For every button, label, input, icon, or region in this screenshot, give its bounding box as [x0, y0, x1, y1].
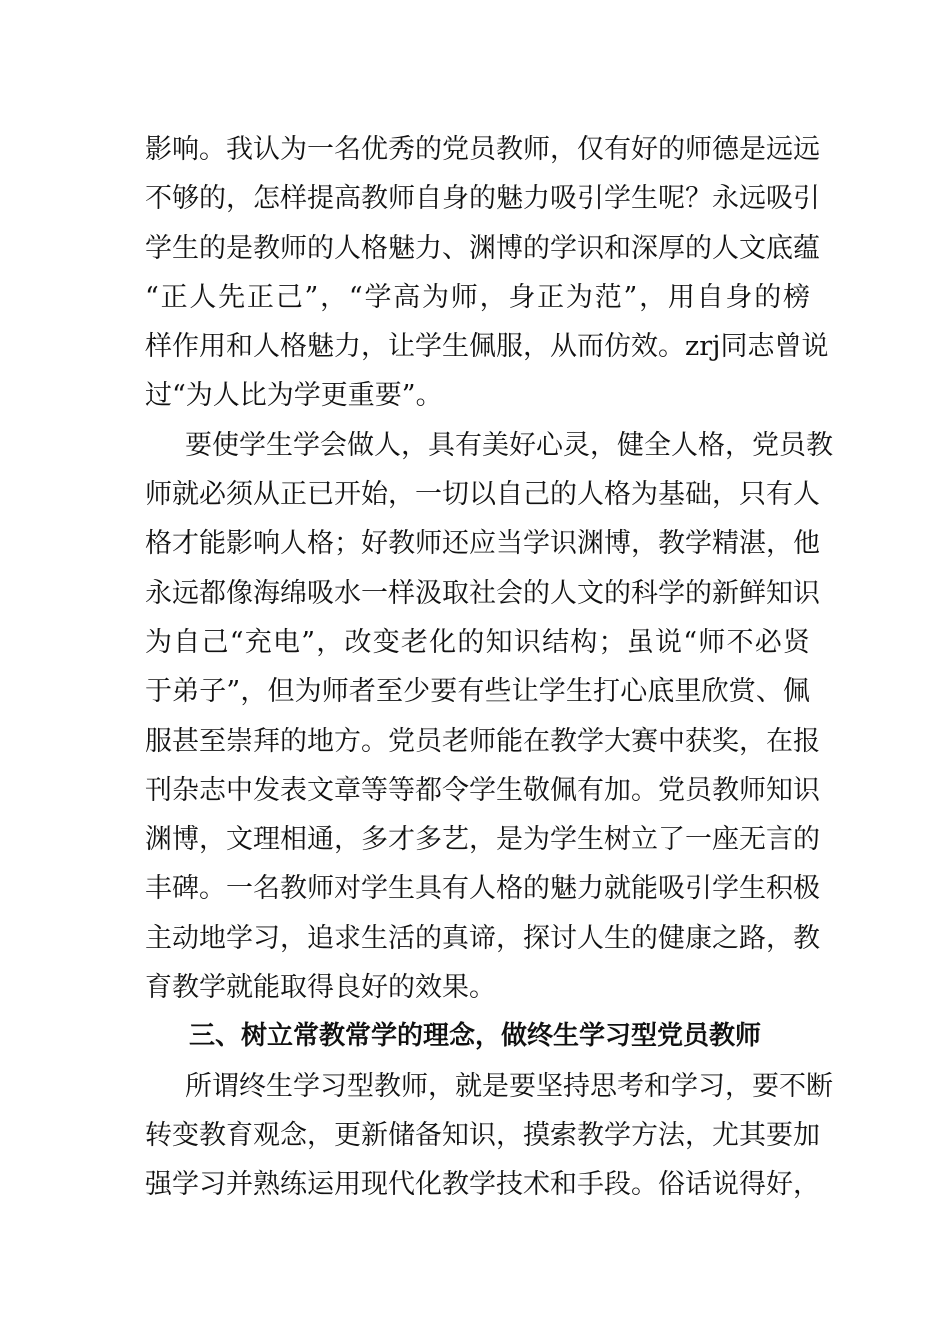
text-line: 丰碑。一名教师对学生具有人格的魅力就能吸引学生积极: [145, 873, 820, 905]
paragraph-2: [145, 421, 833, 1013]
document-body: [145, 125, 833, 1210]
text-line: 师就必须从正已开始，一切以自己的人格为基础，只有人: [145, 479, 820, 511]
text-line: 于弟子”，但为师者至少要有些让学生打心底里欣赏、佩: [145, 676, 810, 708]
text-line: 影响。我认为一名优秀的党员教师，仅有好的师德是远远: [145, 134, 820, 165]
text-line: 为自己“充电”，改变老化的知识结构；虽说“师不必贤: [145, 626, 810, 658]
text-line: 强学习并熟练运用现代化教学技术和手段。俗话说得好，: [145, 1169, 820, 1201]
text-line: 学生的是教师的人格魅力、渊博的学识和深厚的人文底蕴: [145, 232, 820, 264]
text-line: 不够的，怎样提高教师自身的魅力吸引学生呢？永远吸引: [145, 183, 820, 215]
text-line: 样作用和人格魅力，让学生佩服，从而仿效。zrj同志曾说: [145, 331, 829, 363]
text-line: 永远都像海绵吸水一样汲取社会的人文的科学的新鲜知识: [145, 577, 820, 609]
text-line: 转变教育观念，更新储备知识，摸索教学方法，尤其要加: [145, 1119, 820, 1151]
text-line: 过“为人比为学更重要”。: [145, 380, 443, 412]
text-line: 主动地学习，追求生活的真谛，探讨人生的健康之路，教: [145, 922, 820, 954]
text-line: 育教学就能取得良好的效果。: [145, 972, 496, 1004]
text-line: 刊杂志中发表文章等等都令学生敬佩有加。党员教师知识: [145, 774, 820, 806]
paragraph-3: [145, 1062, 833, 1210]
paragraph-1: [145, 125, 829, 421]
text-line: “正人先正己”，“学高为师，身正为范”，用自身的榜: [145, 281, 810, 313]
text-line: 要使学生学会做人，具有美好心灵，健全人格，党员教: [185, 429, 833, 461]
text-line: 渊博，文理相通，多才多艺，是为学生树立了一座无言的: [145, 824, 820, 856]
text-line: 所谓终生学习型教师，就是要坚持思考和学习，要不断: [185, 1070, 833, 1102]
text-line: 服甚至崇拜的地方。党员老师能在教学大赛中获奖，在报: [145, 725, 820, 757]
section-heading: 三、树立常教常学的理念，做终生学习型党员教师: [189, 1021, 762, 1052]
text-line: 格才能影响人格；好教师还应当学识渊博，教学精湛，他: [145, 528, 820, 560]
